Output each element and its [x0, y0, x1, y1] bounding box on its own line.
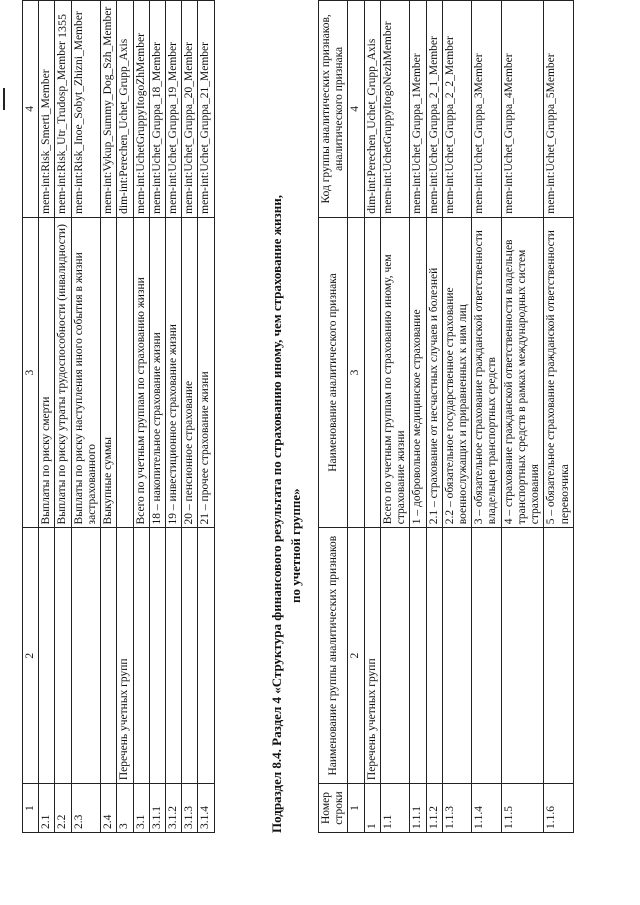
table-row — [133, 1, 149, 833]
header-row-number: Номер строки — [319, 784, 348, 833]
table-row — [442, 1, 471, 833]
attribute-code: mem-int:UchetGruppyItogoZhMember — [133, 1, 149, 218]
attribute-code: mem-int:Uchet_Gruppa_2_2_Member — [442, 1, 471, 218]
table-row — [101, 1, 117, 833]
row-number: 3.1.1 — [149, 784, 165, 833]
attribute-name — [117, 217, 133, 528]
attribute-name: 19 – инвестиционное страхование жизни — [165, 217, 181, 528]
column-number-row — [23, 1, 39, 833]
row-number: 3.1.4 — [198, 784, 214, 833]
attribute-code: mem-int:Uchet_Gruppa_1Member — [410, 1, 426, 218]
attribute-name: 5 – обязательное страхование гражданской ответственности перевозчика — [544, 217, 573, 528]
attribute-code: mem-int:Risk_Smerti_Member — [39, 1, 55, 218]
page-number: 1355 — [55, 14, 69, 38]
attribute-name: 1 – добровольное медицинское страхование — [410, 217, 426, 528]
attribute-name: Выплаты по риску наступления иного события в жизни застрахованного — [71, 217, 100, 528]
column-number: 2 — [23, 528, 39, 784]
attribute-code: mem-int:Risk_Utr_Trudosp_Member — [55, 1, 71, 218]
attribute-name: Всего по учетным группам по страхованию жизни — [133, 217, 149, 528]
attribute-code: mem-int:Uchet_Gruppa_20_Member — [182, 1, 198, 218]
row-number: 2.4 — [101, 784, 117, 833]
group-name — [472, 528, 501, 784]
attribute-code: mem-int:Uchet_Gruppa_18_Member — [149, 1, 165, 218]
row-number: 1.1.5 — [501, 784, 544, 833]
row-number: 1.1 — [380, 784, 409, 833]
row-number: 1.1.4 — [472, 784, 501, 833]
column-number: 2 — [348, 528, 364, 784]
attribute-code: mem-int:Risk_Inoe_Sobyt_Zhizni_Member — [71, 1, 100, 218]
attribute-name: 2.1 – страхование от несчастных случаев и болезней — [426, 217, 442, 528]
attribute-name: Выплаты по риску смерти — [39, 217, 55, 528]
group-name — [410, 528, 426, 784]
row-number: 2.1 — [39, 784, 55, 833]
table-row — [149, 1, 165, 833]
table-row — [198, 1, 214, 833]
header-row — [319, 1, 348, 833]
section-heading-line-1: Подраздел 8.4. Раздел 4 «Структура финансового результата по страхованию иному, чем страхование жизни, — [269, 195, 284, 833]
row-number: 1.1.3 — [442, 784, 471, 833]
row-number: 1.1.6 — [544, 784, 573, 833]
attribute-name: 3 – обязательное страхование гражданской ответственности владельцев транспортных средств — [472, 217, 501, 528]
table-row — [39, 1, 55, 833]
group-name — [501, 528, 544, 784]
group-name — [55, 528, 71, 784]
column-number: 1 — [348, 784, 364, 833]
attribute-code: mem-int:Vykup_Summy_Dog_Szh_Member — [101, 1, 117, 218]
attribute-code: mem-int:Uchet_Gruppa_3Member — [472, 1, 501, 218]
row-number: 1.1.2 — [426, 784, 442, 833]
header-attribute-name: Наименование аналитического признака — [319, 217, 348, 528]
column-number: 4 — [348, 1, 364, 218]
table-row — [472, 1, 501, 833]
attribute-name: 20 – пенсионное страхование — [182, 217, 198, 528]
group-name — [442, 528, 471, 784]
table-row — [410, 1, 426, 833]
group-name — [380, 528, 409, 784]
attribute-name: 18 – накопительное страхование жизни — [149, 217, 165, 528]
group-name — [165, 528, 181, 784]
attribute-code: dim-int:Perechen_Uchet_Grupp_Axis — [364, 1, 380, 218]
group-name — [71, 528, 100, 784]
attribute-name: Выплаты по риску утраты трудоспособности (инвалидности) — [55, 217, 71, 528]
attribute-code: mem-int:Uchet_Gruppa_4Member — [501, 1, 544, 218]
group-name: Перечень учетных групп — [117, 528, 133, 784]
group-name — [198, 528, 214, 784]
group-name — [544, 528, 573, 784]
section-heading-line-2: по учетной группе» — [287, 488, 303, 603]
column-number: 3 — [23, 217, 39, 528]
group-name: Перечень учетных групп — [364, 528, 380, 784]
attribute-name: Выкупные суммы — [101, 217, 117, 528]
table-row — [55, 1, 71, 833]
table-row — [182, 1, 198, 833]
row-number: 1 — [364, 784, 380, 833]
attribute-name: Всего по учетным группам по страхованию иному, чем страхование жизни — [380, 217, 409, 528]
row-number: 2.2 — [55, 784, 71, 833]
bottom-table-body — [348, 1, 573, 833]
table-row — [426, 1, 442, 833]
column-number: 3 — [348, 217, 364, 528]
header-code: Код группы аналитических признаков, аналитического признака — [319, 1, 348, 218]
column-number: 4 — [23, 1, 39, 218]
attribute-name: 21 – прочее страхование жизни — [198, 217, 214, 528]
table-row — [71, 1, 100, 833]
group-name — [149, 528, 165, 784]
group-name — [133, 528, 149, 784]
row-number: 3.1 — [133, 784, 149, 833]
attribute-name: 2.2 – обязательное государственное страхование военнослужащих и приравненных к ним лиц — [442, 217, 471, 528]
attribute-code: mem-int:Uchet_Gruppa_2_1_Member — [426, 1, 442, 218]
attribute-name: 4 – страхование гражданской ответственности владельцев транспортных средств в рамках международных систем страхования — [501, 217, 544, 528]
group-name — [182, 528, 198, 784]
attribute-code: mem-int:Uchet_Gruppa_19_Member — [165, 1, 181, 218]
column-number-row — [348, 1, 364, 833]
row-number: 3 — [117, 784, 133, 833]
table-row — [544, 1, 573, 833]
attribute-code: dim-int:Perechen_Uchet_Grupp_Axis — [117, 1, 133, 218]
table-row — [165, 1, 181, 833]
row-number: 2.3 — [71, 784, 100, 833]
attribute-code: mem-int:UchetGruppyItogoNezhMember — [380, 1, 409, 218]
row-number: 3.1.2 — [165, 784, 181, 833]
column-number: 1 — [23, 784, 39, 833]
table-row — [501, 1, 544, 833]
table-row — [117, 1, 133, 833]
attribute-name — [364, 217, 380, 528]
row-number: 3.1.3 — [182, 784, 198, 833]
row-number: 1.1.1 — [410, 784, 426, 833]
group-name — [39, 528, 55, 784]
bottom-table — [318, 0, 574, 833]
top-table-body — [23, 1, 215, 833]
header-group-name: Наименование группы аналитических признаков — [319, 528, 348, 784]
group-name — [101, 528, 117, 784]
group-name — [426, 528, 442, 784]
table-row — [364, 1, 380, 833]
attribute-code: mem-int:Uchet_Gruppa_5Member — [544, 1, 573, 218]
top-table — [22, 0, 215, 833]
section-heading — [268, 73, 306, 833]
attribute-code: mem-int:Uchet_Gruppa_21_Member — [198, 1, 214, 218]
table-row — [380, 1, 409, 833]
